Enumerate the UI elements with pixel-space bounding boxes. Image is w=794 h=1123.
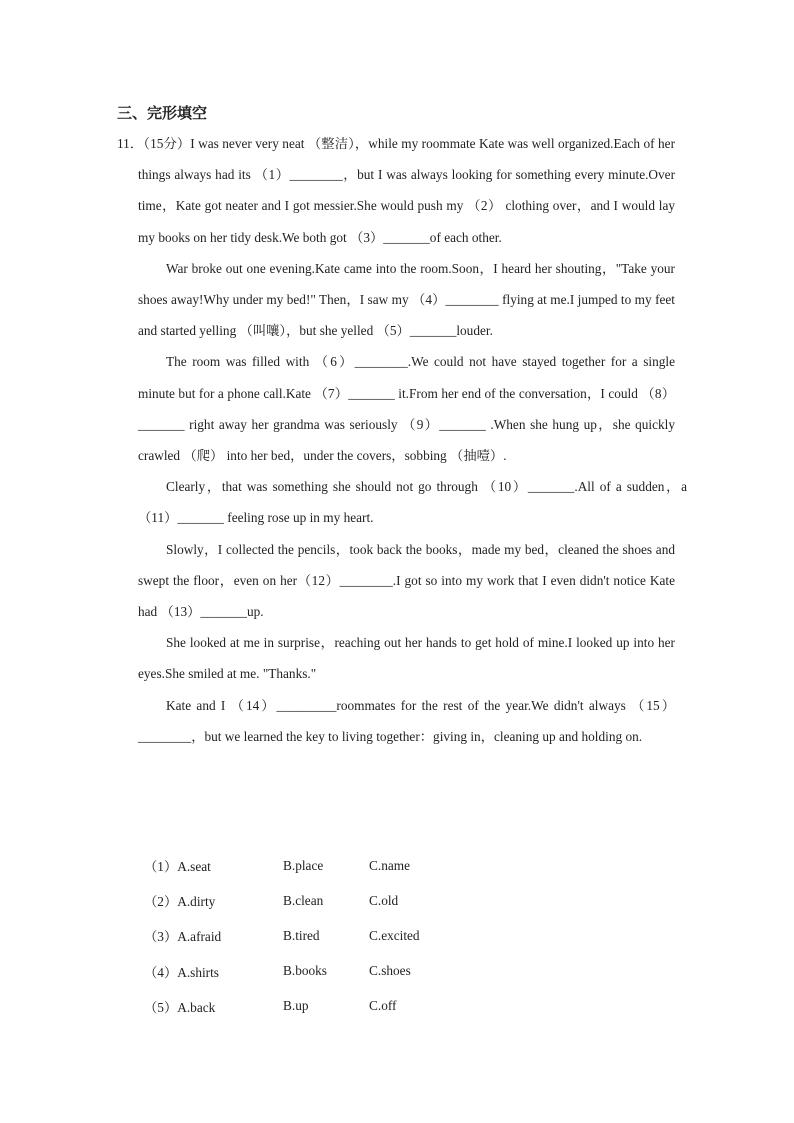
section-title: 三、完形填空	[117, 104, 208, 122]
option-a: （5）A.back	[144, 999, 216, 1015]
option-row-2	[144, 883, 469, 918]
option-b: B.tired	[283, 927, 320, 943]
passage-paragraph-3: The room was filled with （6）________.We could not have stayed together for a single minute but for a phone call.Kate （7）_______ it.From her end of the conversation，I could （8）_______ right away her grandma was seriously （9）_______ .When she hung up，she quickly crawled （爬） into her bed，under the covers，sobbing （抽噎）.	[138, 354, 675, 464]
passage-paragraph-5: Slowly，I collected the pencils，took back the books，made my bed，cleaned the shoes and swept the floor，even on her（12）________.I got so into my work that I even didn't notice Kate had （13）_______up.	[138, 541, 675, 620]
passage-paragraph-6: She looked at me in surprise，reaching out her hands to get hold of mine.I looked up into her eyes.She smiled at me. "Thanks."	[138, 635, 675, 682]
option-row-1	[144, 848, 469, 883]
option-b: B.books	[283, 963, 327, 979]
option-a: （4）A.shirts	[144, 964, 219, 980]
option-a: （2）A.dirty	[144, 894, 216, 910]
cloze-passage	[117, 128, 687, 752]
answer-options	[144, 848, 469, 1024]
option-a: （3）A.afraid	[144, 929, 222, 945]
passage-paragraph-7: Kate and I （14）_________roommates for the rest of the year.We didn't always （15）________，but we learned the key to living together：giving in，cleaning up and holding on.	[138, 697, 675, 744]
option-c: C.off	[369, 998, 397, 1014]
option-b: B.up	[283, 998, 309, 1014]
option-c: C.old	[369, 892, 399, 908]
passage-paragraph-4: Clearly，that was something she should not go through （10）_______.All of a sudden，a （11）_______ feeling rose up in my heart.	[138, 479, 687, 526]
option-c: C.shoes	[369, 963, 411, 979]
option-row-3	[144, 918, 469, 953]
passage-paragraph-2: War broke out one evening.Kate came into the room.Soon，I heard her shouting，"Take your shoes away!Why under my bed!" Then，I saw my （4）________ flying at me.I jumped to my feet and started yelling （叫嚷），but she yelled （5）_______louder.	[138, 260, 675, 339]
option-c: C.excited	[369, 927, 420, 943]
option-b: B.clean	[283, 892, 324, 908]
option-c: C.name	[369, 857, 410, 873]
passage-paragraph-1: 11．（15分）I was never very neat （整洁），while my roommate Kate was well organized.Each of her things always had its （1）________，but I was always looking for something every minute.Over time，Kate got neater and I got messier.She would push my （2） clothing over，and I would lay my books on her tidy desk.We both got （3）_______of each other.	[117, 136, 675, 245]
option-row-4	[144, 954, 469, 989]
option-a: （1）A.seat	[144, 859, 211, 875]
option-b: B.place	[283, 857, 324, 873]
option-row-5	[144, 989, 469, 1024]
